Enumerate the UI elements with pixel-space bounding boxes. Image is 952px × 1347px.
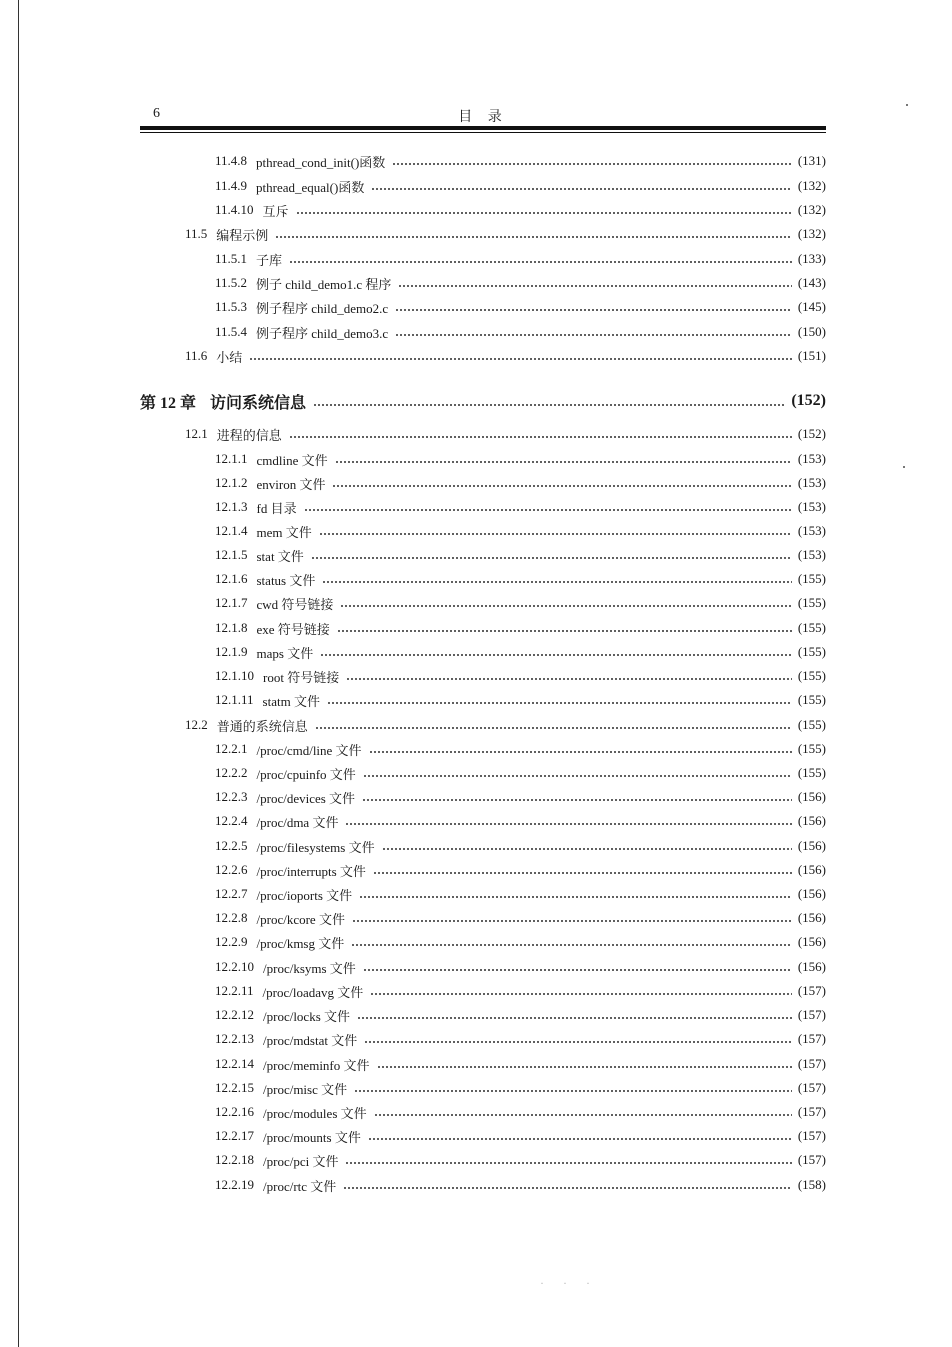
toc-leader-dots [363, 969, 792, 971]
toc-page-number: (151) [797, 348, 826, 363]
toc-title: mem 文件 [256, 524, 312, 540]
toc-leader-dots [370, 993, 792, 995]
toc-page-number: (155) [797, 717, 826, 732]
toc-number: 12.2.12 [215, 1007, 254, 1022]
header-rule-thick [140, 126, 826, 130]
toc-leader-dots [374, 1114, 792, 1116]
toc-number: 12.1.1 [215, 451, 248, 466]
toc-row [215, 273, 826, 293]
toc-number: 12.1.10 [215, 668, 254, 683]
toc-page-number: (131) [797, 153, 826, 168]
toc-row [215, 297, 826, 317]
toc-leader-dots [327, 702, 792, 704]
toc-leader-dots [304, 509, 792, 511]
toc-number: 12.2.16 [215, 1104, 254, 1119]
toc-page-number: (132) [797, 178, 826, 193]
toc-number: 12.1.4 [215, 523, 248, 538]
toc-title: 例子 child_demo1.c 程序 [256, 276, 392, 292]
toc-leader-dots [289, 261, 792, 263]
toc-title: /proc/rtc 文件 [263, 1178, 337, 1194]
toc-title: /proc/meminfo 文件 [263, 1057, 370, 1073]
toc-page-number: (155) [797, 644, 826, 659]
toc-title: /proc/loadavg 文件 [262, 984, 364, 1000]
toc-page-number: (157) [797, 983, 826, 998]
toc-leader-dots [369, 751, 792, 753]
toc-leader-dots [345, 823, 791, 825]
toc-row [215, 884, 826, 904]
toc-number: 12.1.7 [215, 595, 248, 610]
toc-title: cmdline 文件 [256, 452, 328, 468]
toc-row [215, 836, 826, 856]
toc-title: environ 文件 [256, 476, 326, 492]
toc-page-number: (157) [797, 1056, 826, 1071]
toc-title: pthread_equal()函数 [256, 179, 365, 195]
toc-page-number: (156) [797, 789, 826, 804]
toc-row [185, 715, 826, 735]
toc-page-number: (153) [797, 523, 826, 538]
toc-row [215, 473, 826, 493]
toc-leader-dots [352, 920, 792, 922]
toc-title: /proc/kmsg 文件 [256, 935, 345, 951]
toc-number: 12.1.2 [215, 475, 248, 490]
toc-number: 12.1.6 [215, 571, 248, 586]
scan-speck [903, 466, 905, 468]
toc-leader-dots [395, 309, 792, 311]
toc-page-number: (156) [797, 862, 826, 877]
toc-title: maps 文件 [256, 645, 314, 661]
page-number: 6 [153, 106, 160, 121]
toc-leader-dots [289, 436, 792, 438]
toc-page-number: (153) [797, 451, 826, 466]
toc-number: 12.2 [185, 717, 208, 732]
toc-leader-dots [382, 848, 792, 850]
toc-row [215, 521, 826, 541]
toc-row [185, 424, 826, 444]
toc-page-number: (155) [797, 668, 826, 683]
toc-title: /proc/mounts 文件 [263, 1129, 361, 1145]
toc-row [215, 200, 826, 220]
toc-title: /proc/pci 文件 [263, 1153, 339, 1169]
toc-leader-dots [343, 1187, 792, 1189]
toc-leader-dots [359, 896, 792, 898]
toc-leader-dots [335, 461, 792, 463]
toc-page-number: (152) [791, 392, 826, 409]
toc-page-number: (155) [797, 765, 826, 780]
toc-row [215, 618, 826, 638]
toc-row [215, 545, 826, 565]
toc-page-number: (155) [797, 571, 826, 586]
toc-leader-dots [322, 581, 791, 583]
toc-page-number: (153) [797, 547, 826, 562]
toc-leader-dots [311, 557, 792, 559]
toc-row [215, 908, 826, 928]
toc-number: 12.1 [185, 426, 208, 441]
toc-leader-dots [368, 1138, 792, 1140]
toc-number: 12.2.3 [215, 789, 248, 804]
toc-number: 12.2.13 [215, 1031, 254, 1046]
toc-title: /proc/ksyms 文件 [263, 960, 356, 976]
toc-title: 例子程序 child_demo3.c [256, 325, 389, 341]
toc-leader-dots [319, 533, 792, 535]
toc-page-number: (133) [797, 251, 826, 266]
toc-number: 12.2.8 [215, 910, 248, 925]
toc-number: 12.1.11 [215, 692, 254, 707]
toc-page-number: (156) [797, 886, 826, 901]
toc-row [215, 1175, 826, 1195]
toc-page-number: (156) [797, 959, 826, 974]
toc-title: /proc/cmd/line 文件 [256, 742, 362, 758]
toc-row [215, 569, 826, 589]
toc-leader-dots [354, 1090, 792, 1092]
toc-title: fd 目录 [256, 500, 297, 516]
toc-title: /proc/ioports 文件 [256, 887, 353, 903]
toc-leader-dots [373, 872, 792, 874]
toc-leader-dots [275, 236, 792, 238]
toc-page-number: (153) [797, 475, 826, 490]
toc-page-number: (155) [797, 741, 826, 756]
toc-leader-dots [249, 358, 792, 360]
toc-leader-dots [363, 775, 792, 777]
toc-page-number: (157) [797, 1007, 826, 1022]
toc-row [215, 497, 826, 517]
toc-row [215, 739, 826, 759]
toc-page-number: (155) [797, 595, 826, 610]
toc-leader-dots [398, 285, 791, 287]
toc-row [215, 176, 826, 196]
toc-page-number: (145) [797, 299, 826, 314]
toc-page-number: (157) [797, 1104, 826, 1119]
toc-title: 互斥 [262, 203, 289, 219]
toc-row [215, 642, 826, 662]
toc-page-number: (157) [797, 1080, 826, 1095]
toc-title: 子库 [256, 252, 283, 268]
toc-leader-dots [392, 163, 792, 165]
toc-title: /proc/devices 文件 [256, 790, 356, 806]
toc-number: 12.2.9 [215, 934, 248, 949]
toc-page-number: (153) [797, 499, 826, 514]
toc-title: status 文件 [256, 572, 316, 588]
toc-leader-dots [351, 944, 792, 946]
toc-leader-dots [296, 212, 792, 214]
toc-page-number: (156) [797, 813, 826, 828]
toc-row [215, 151, 826, 171]
toc-page-number: (158) [797, 1177, 826, 1192]
toc-row [215, 666, 826, 686]
toc-title: 普通的系统信息 [216, 718, 308, 734]
toc-leader-dots [364, 1041, 792, 1043]
toc-row [185, 346, 826, 366]
toc-title: 例子程序 child_demo2.c [256, 300, 389, 316]
toc-title: /proc/misc 文件 [263, 1081, 348, 1097]
toc-number: 11.6 [185, 348, 208, 363]
toc-row [185, 224, 826, 244]
toc-number: 11.4.9 [215, 178, 248, 193]
toc-page-number: (132) [797, 202, 826, 217]
toc-page-number: (150) [797, 324, 826, 339]
toc-title: stat 文件 [256, 548, 304, 564]
toc-number: 12.2.17 [215, 1128, 254, 1143]
toc-title: /proc/modules 文件 [263, 1105, 367, 1121]
toc-row [215, 981, 826, 1001]
toc-leader-dots [395, 334, 792, 336]
toc-leader-dots [340, 605, 791, 607]
toc-title: 进程的信息 [216, 427, 282, 443]
toc-title: 小结 [216, 349, 243, 365]
toc-row [215, 1126, 826, 1146]
toc-leader-dots [313, 404, 785, 406]
toc-page-number: (157) [797, 1031, 826, 1046]
toc-page-number: (157) [797, 1152, 826, 1167]
toc-number: 12.2.10 [215, 959, 254, 974]
toc-number: 12.1.9 [215, 644, 248, 659]
toc-title: /proc/interrupts 文件 [256, 863, 366, 879]
toc-row [215, 593, 826, 613]
toc-number: 11.4.8 [215, 153, 248, 168]
toc-number: 12.2.6 [215, 862, 248, 877]
toc-number: 12.2.2 [215, 765, 248, 780]
toc-page-number: (155) [797, 620, 826, 635]
toc-row [215, 860, 826, 880]
toc-number: 12.2.18 [215, 1152, 254, 1167]
toc-title: /proc/mdstat 文件 [263, 1032, 358, 1048]
toc-row [215, 1150, 826, 1170]
toc-number: 11.4.10 [215, 202, 254, 217]
header-title: 目 录 [458, 110, 508, 125]
scan-speck [906, 104, 908, 106]
toc-number: 12.1.8 [215, 620, 248, 635]
toc-title: cwd 符号链接 [256, 596, 334, 612]
scan-specks: · · · [540, 1276, 598, 1290]
toc-leader-dots [377, 1066, 792, 1068]
toc-leader-dots [345, 1162, 791, 1164]
toc-leader-dots [346, 678, 792, 680]
toc-number: 12.2.15 [215, 1080, 254, 1095]
toc-row [215, 763, 826, 783]
toc-title: 访问系统信息 [210, 394, 307, 412]
toc-leader-dots [362, 799, 792, 801]
toc-page-number: (157) [797, 1128, 826, 1143]
toc-row [215, 322, 826, 342]
toc-row [215, 957, 826, 977]
toc-leader-dots [332, 485, 791, 487]
toc-title: /proc/locks 文件 [263, 1008, 351, 1024]
toc-leader-dots [320, 654, 792, 656]
toc-number: 12.2.4 [215, 813, 248, 828]
toc-title: /proc/filesystems 文件 [256, 839, 375, 855]
toc-chapter-row [140, 388, 826, 414]
toc-number: 12.2.11 [215, 983, 254, 998]
toc-page-number: (155) [797, 692, 826, 707]
toc-leader-dots [357, 1017, 792, 1019]
toc-page-number: (156) [797, 910, 826, 925]
toc-number: 11.5 [185, 226, 208, 241]
header-rule-thin [140, 132, 826, 133]
toc-number: 12.2.14 [215, 1056, 254, 1071]
toc-title: exe 符号链接 [256, 621, 330, 637]
toc-number: 12.2.1 [215, 741, 248, 756]
toc-title: root 符号链接 [263, 669, 340, 685]
toc-title: 编程示例 [216, 227, 269, 243]
toc-number: 11.5.1 [215, 251, 248, 266]
toc-page-number: (152) [797, 426, 826, 441]
toc-row [215, 249, 826, 269]
toc-title: /proc/dma 文件 [256, 814, 339, 830]
toc-row [215, 1102, 826, 1122]
toc-number: 12.2.19 [215, 1177, 254, 1192]
toc-leader-dots [371, 188, 792, 190]
toc-row [215, 1078, 826, 1098]
toc-row [215, 690, 826, 710]
toc-number: 11.5.2 [215, 275, 248, 290]
toc-number: 11.5.3 [215, 299, 248, 314]
toc-page-number: (132) [797, 226, 826, 241]
toc-number: 12.1.3 [215, 499, 248, 514]
toc-number: 12.2.7 [215, 886, 248, 901]
toc-title: /proc/cpuinfo 文件 [256, 766, 356, 782]
toc-page-number: (143) [797, 275, 826, 290]
toc-row [215, 787, 826, 807]
toc-leader-dots [337, 630, 792, 632]
running-header [140, 106, 826, 125]
toc-row [215, 1029, 826, 1049]
toc-row [215, 811, 826, 831]
toc-title: /proc/kcore 文件 [256, 911, 345, 927]
toc-row [215, 449, 826, 469]
toc-number: 11.5.4 [215, 324, 248, 339]
toc-row [215, 1054, 826, 1074]
toc-number: 12.2.5 [215, 838, 248, 853]
toc-number: 12.1.5 [215, 547, 248, 562]
toc-number: 第 12 章 [140, 394, 197, 412]
toc-title: pthread_cond_init()函数 [256, 154, 386, 170]
toc-page-number: (156) [797, 838, 826, 853]
toc-title: statm 文件 [262, 693, 320, 709]
toc-page-number: (156) [797, 934, 826, 949]
toc-row [215, 932, 826, 952]
page-edge-line [18, 0, 19, 1347]
toc-row [215, 1005, 826, 1025]
toc-leader-dots [315, 727, 792, 729]
